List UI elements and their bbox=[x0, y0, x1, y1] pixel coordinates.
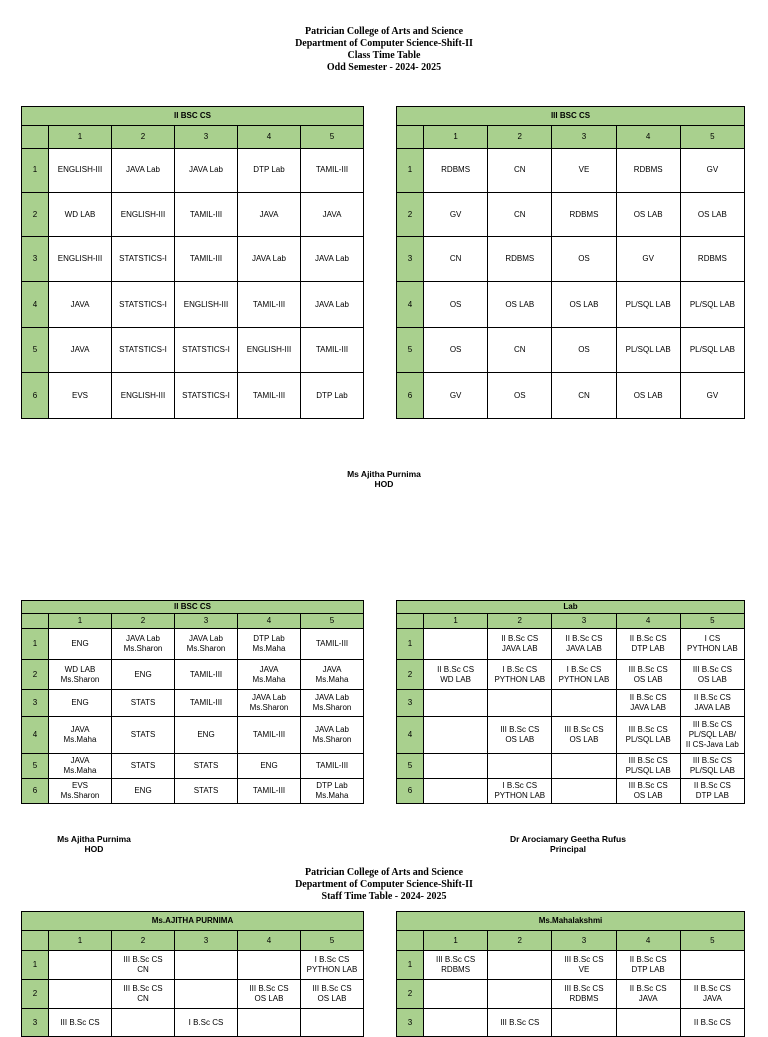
table-cell: ENG bbox=[49, 628, 112, 659]
table-row bbox=[22, 192, 364, 237]
row-label: 5 bbox=[397, 754, 424, 779]
period-header: 1 bbox=[424, 931, 488, 951]
row-label: 3 bbox=[22, 690, 49, 717]
semester-label: Odd Semester - 2024- 2025 bbox=[326, 62, 442, 73]
table-cell: STATS bbox=[112, 754, 175, 779]
table-row bbox=[22, 1009, 364, 1037]
table-title: III BSC CS bbox=[397, 107, 745, 126]
table-row bbox=[22, 373, 364, 419]
table-cell: DTP Lab Ms.Maha bbox=[238, 628, 301, 659]
table-cell: III B.Sc CS VE bbox=[552, 951, 616, 980]
table-cell: II B.Sc CS JAVA bbox=[616, 980, 680, 1009]
table-cell: JAVA Lab bbox=[238, 237, 301, 282]
table-cell bbox=[112, 1009, 175, 1037]
table-cell bbox=[49, 951, 112, 980]
table-cell: II B.Sc CS JAVA LAB bbox=[680, 690, 744, 717]
table-cell: III B.Sc CS PL/SQL LAB/ II CS-Java Lab bbox=[680, 716, 744, 753]
table-cell: ENG bbox=[112, 660, 175, 690]
timetable-iii-bsc-cs bbox=[396, 106, 745, 419]
row-label: 4 bbox=[397, 282, 424, 328]
table-row bbox=[22, 690, 364, 717]
period-header: 5 bbox=[301, 126, 364, 148]
table-cell bbox=[488, 951, 552, 980]
table-cell: III B.Sc CS RDBMS bbox=[552, 980, 616, 1009]
table-cell: II B.Sc CS DTP LAB bbox=[680, 779, 744, 804]
table-cell: PL/SQL LAB bbox=[680, 328, 744, 373]
row-label: 1 bbox=[22, 951, 49, 980]
row-label: 5 bbox=[22, 328, 49, 373]
table-cell: ENGLISH-III bbox=[112, 192, 175, 237]
row-label: 6 bbox=[397, 779, 424, 804]
table-cell: I B.Sc CS PYTHON LAB bbox=[301, 951, 364, 980]
table-cell: II B.Sc CS JAVA bbox=[680, 980, 744, 1009]
table-cell: II B.Sc CS WD LAB bbox=[424, 660, 488, 690]
table-cell bbox=[301, 1009, 364, 1037]
corner-cell bbox=[397, 931, 424, 951]
row-label: 6 bbox=[22, 779, 49, 804]
row-label: 5 bbox=[397, 328, 424, 373]
table-cell: STATSTICS-I bbox=[175, 373, 238, 419]
table-cell: OS LAB bbox=[680, 192, 744, 237]
period-header: 4 bbox=[238, 931, 301, 951]
hod-name: Ms Ajitha Purnima bbox=[57, 834, 131, 844]
staff-timetable-header bbox=[0, 867, 768, 903]
period-header: 2 bbox=[488, 931, 552, 951]
table-cell: TAMIL-III bbox=[175, 192, 238, 237]
period-header: 4 bbox=[616, 126, 680, 148]
table-row bbox=[397, 1009, 745, 1037]
table-row bbox=[22, 716, 364, 753]
row-label: 1 bbox=[22, 628, 49, 659]
table-cell bbox=[552, 779, 616, 804]
hod-signature-2 bbox=[34, 834, 154, 854]
table-cell: III B.Sc CS OS LAB bbox=[616, 779, 680, 804]
row-label: 1 bbox=[397, 951, 424, 980]
table-cell: JAVA Lab bbox=[301, 237, 364, 282]
row-label: 3 bbox=[397, 237, 424, 282]
table-cell: TAMIL-III bbox=[175, 660, 238, 690]
table-cell bbox=[238, 951, 301, 980]
table-cell: I B.Sc CS bbox=[175, 1009, 238, 1037]
table-cell: ENGLISH-III bbox=[49, 237, 112, 282]
row-label: 1 bbox=[22, 148, 49, 192]
table-cell: RDBMS bbox=[616, 148, 680, 192]
table-cell bbox=[175, 951, 238, 980]
table-cell: TAMIL-III bbox=[175, 690, 238, 717]
table-cell: STATSTICS-I bbox=[112, 237, 175, 282]
table-cell: ENGLISH-III bbox=[49, 148, 112, 192]
table-cell: ENGLISH-III bbox=[238, 328, 301, 373]
table-cell bbox=[424, 628, 488, 659]
table-cell: II B.Sc CS DTP LAB bbox=[616, 628, 680, 659]
table-cell bbox=[616, 1009, 680, 1037]
row-label: 3 bbox=[397, 1009, 424, 1037]
table-cell: RDBMS bbox=[680, 237, 744, 282]
table-cell: OS bbox=[552, 328, 616, 373]
table-cell: TAMIL-III bbox=[301, 148, 364, 192]
period-header: 2 bbox=[488, 126, 552, 148]
principal-name: Dr Arociamary Geetha Rufus bbox=[510, 834, 626, 844]
department-name: Department of Computer Science-Shift-II bbox=[295, 38, 473, 49]
table-cell: I B.Sc CS PYTHON LAB bbox=[488, 779, 552, 804]
row-label: 5 bbox=[22, 754, 49, 779]
table-cell bbox=[552, 1009, 616, 1037]
document-title: Class Time Table bbox=[347, 50, 421, 61]
table-cell: JAVA Lab Ms.Sharon bbox=[175, 628, 238, 659]
table-row bbox=[22, 148, 364, 192]
table-cell: RDBMS bbox=[488, 237, 552, 282]
table-row bbox=[22, 328, 364, 373]
hod-title: HOD bbox=[374, 479, 394, 489]
table-cell bbox=[424, 716, 488, 753]
table-cell: ENG bbox=[49, 690, 112, 717]
table-cell: II B.Sc CS bbox=[680, 1009, 744, 1037]
period-header: 5 bbox=[680, 931, 744, 951]
table-cell: WD LAB Ms.Sharon bbox=[49, 660, 112, 690]
table-cell: TAMIL-III bbox=[301, 628, 364, 659]
period-header: 2 bbox=[112, 931, 175, 951]
table-cell: JAVA bbox=[301, 192, 364, 237]
table-cell: STATS bbox=[112, 716, 175, 753]
period-header: 2 bbox=[112, 126, 175, 148]
table-cell: CN bbox=[424, 237, 488, 282]
period-header: 2 bbox=[112, 614, 175, 629]
table-cell: III B.Sc CS OS LAB bbox=[488, 716, 552, 753]
table-cell: JAVA Lab Ms.Sharon bbox=[238, 690, 301, 717]
table-row bbox=[397, 148, 745, 192]
table-cell: EVS Ms.Sharon bbox=[49, 779, 112, 804]
table-cell bbox=[424, 690, 488, 717]
table-cell: GV bbox=[680, 373, 744, 419]
row-label: 3 bbox=[22, 237, 49, 282]
principal-signature bbox=[468, 834, 668, 854]
table-cell: ENG bbox=[175, 716, 238, 753]
table-cell: GV bbox=[424, 192, 488, 237]
corner-cell bbox=[397, 126, 424, 148]
table-row bbox=[397, 192, 745, 237]
row-label: 6 bbox=[22, 373, 49, 419]
table-cell: TAMIL-III bbox=[238, 779, 301, 804]
table-cell bbox=[238, 1009, 301, 1037]
college-name: Patrician College of Arts and Science bbox=[304, 26, 464, 37]
period-header: 5 bbox=[301, 931, 364, 951]
table-cell: STATSTICS-I bbox=[112, 282, 175, 328]
table-cell: GV bbox=[680, 148, 744, 192]
table-cell: I B.Sc CS PYTHON LAB bbox=[552, 660, 616, 690]
table-cell: III B.Sc CS PL/SQL LAB bbox=[616, 716, 680, 753]
row-label: 1 bbox=[397, 628, 424, 659]
table-cell: ENG bbox=[238, 754, 301, 779]
period-header: 1 bbox=[49, 931, 112, 951]
period-header: 5 bbox=[301, 614, 364, 629]
table-cell bbox=[49, 980, 112, 1009]
table-cell: TAMIL-III bbox=[238, 373, 301, 419]
row-label: 2 bbox=[22, 660, 49, 690]
table-cell: OS bbox=[424, 282, 488, 328]
period-header: 1 bbox=[424, 126, 488, 148]
table-cell: TAMIL-III bbox=[301, 754, 364, 779]
table-cell: II B.Sc CS JAVA LAB bbox=[552, 628, 616, 659]
table-cell: RDBMS bbox=[552, 192, 616, 237]
table-cell: JAVA Ms.Maha bbox=[49, 754, 112, 779]
table-cell bbox=[680, 951, 744, 980]
table-cell: I B.Sc CS PYTHON LAB bbox=[488, 660, 552, 690]
row-label: 3 bbox=[22, 1009, 49, 1037]
table-cell bbox=[488, 754, 552, 779]
table-cell bbox=[424, 980, 488, 1009]
table-row bbox=[397, 282, 745, 328]
period-header: 3 bbox=[552, 126, 616, 148]
table-title: II BSC CS bbox=[22, 107, 364, 126]
table-cell: ENGLISH-III bbox=[175, 282, 238, 328]
table-row bbox=[22, 980, 364, 1009]
table-cell: DTP Lab bbox=[301, 373, 364, 419]
table-cell: JAVA Lab Ms.Sharon bbox=[301, 690, 364, 717]
table-cell: JAVA Ms.Maha bbox=[238, 660, 301, 690]
corner-cell bbox=[22, 931, 49, 951]
table-cell: II B.Sc CS JAVA LAB bbox=[616, 690, 680, 717]
row-label: 1 bbox=[397, 148, 424, 192]
table-row bbox=[397, 660, 745, 690]
table-cell: OS bbox=[552, 237, 616, 282]
table-cell: III B.Sc CS PL/SQL LAB bbox=[680, 754, 744, 779]
table-row bbox=[397, 754, 745, 779]
period-header: 3 bbox=[175, 126, 238, 148]
period-header: 5 bbox=[680, 126, 744, 148]
period-header: 4 bbox=[238, 126, 301, 148]
table-cell: VE bbox=[552, 148, 616, 192]
row-label: 2 bbox=[22, 192, 49, 237]
table-cell: STATS bbox=[112, 690, 175, 717]
table-row bbox=[397, 980, 745, 1009]
table-cell: PL/SQL LAB bbox=[616, 282, 680, 328]
hod-signature bbox=[284, 469, 484, 489]
period-header: 3 bbox=[175, 931, 238, 951]
table-cell: JAVA Lab Ms.Sharon bbox=[112, 628, 175, 659]
row-label: 4 bbox=[22, 282, 49, 328]
table-row bbox=[397, 716, 745, 753]
row-label: 6 bbox=[397, 373, 424, 419]
table-row bbox=[397, 328, 745, 373]
table-title: Ms.AJITHA PURNIMA bbox=[22, 912, 364, 931]
table-cell: STATSTICS-I bbox=[175, 328, 238, 373]
staff-timetable-ajitha-purnima bbox=[21, 911, 364, 1037]
table-row bbox=[397, 951, 745, 980]
table-row bbox=[397, 628, 745, 659]
period-header: 3 bbox=[552, 614, 616, 629]
table-cell: EVS bbox=[49, 373, 112, 419]
row-label: 2 bbox=[397, 192, 424, 237]
timetable-lab bbox=[396, 600, 745, 804]
timetable-ii-bsc-cs-faculty bbox=[21, 600, 364, 804]
table-cell: OS LAB bbox=[616, 192, 680, 237]
table-row bbox=[22, 660, 364, 690]
table-cell: TAMIL-III bbox=[175, 237, 238, 282]
table-cell: III B.Sc CS OS LAB bbox=[616, 660, 680, 690]
corner-cell bbox=[397, 614, 424, 629]
table-cell bbox=[175, 980, 238, 1009]
period-header: 3 bbox=[552, 931, 616, 951]
table-cell bbox=[424, 1009, 488, 1037]
table-cell: JAVA bbox=[238, 192, 301, 237]
table-cell: TAMIL-III bbox=[238, 716, 301, 753]
table-cell: III B.Sc CS OS LAB bbox=[238, 980, 301, 1009]
period-header: 4 bbox=[616, 614, 680, 629]
table-cell: GV bbox=[424, 373, 488, 419]
table-cell bbox=[424, 754, 488, 779]
table-row bbox=[22, 779, 364, 804]
table-cell: III B.Sc CS RDBMS bbox=[424, 951, 488, 980]
table-cell: JAVA bbox=[49, 282, 112, 328]
period-header: 2 bbox=[488, 614, 552, 629]
table-cell: GV bbox=[616, 237, 680, 282]
table-cell: ENG bbox=[112, 779, 175, 804]
table-row bbox=[22, 754, 364, 779]
table-cell: III B.Sc CS CN bbox=[112, 951, 175, 980]
row-label: 4 bbox=[397, 716, 424, 753]
corner-cell bbox=[22, 614, 49, 629]
hod-name: Ms Ajitha Purnima bbox=[347, 469, 421, 479]
table-cell: OS bbox=[488, 373, 552, 419]
table-cell: III B.Sc CS OS LAB bbox=[552, 716, 616, 753]
table-row bbox=[397, 690, 745, 717]
hod-title: HOD bbox=[84, 844, 104, 854]
table-cell: CN bbox=[552, 373, 616, 419]
table-cell: STATS bbox=[175, 779, 238, 804]
row-label: 2 bbox=[22, 980, 49, 1009]
table-cell: III B.Sc CS CN bbox=[112, 980, 175, 1009]
period-header: 1 bbox=[49, 614, 112, 629]
table-row bbox=[22, 282, 364, 328]
table-cell: III B.Sc CS OS LAB bbox=[680, 660, 744, 690]
table-cell: STATSTICS-I bbox=[112, 328, 175, 373]
table-row bbox=[397, 779, 745, 804]
table-cell: III B.Sc CS bbox=[49, 1009, 112, 1037]
table-cell bbox=[552, 754, 616, 779]
table-cell: STATS bbox=[175, 754, 238, 779]
table-cell: III B.Sc CS bbox=[488, 1009, 552, 1037]
table-title: Ms.Mahalakshmi bbox=[397, 912, 745, 931]
table-cell: JAVA Ms.Maha bbox=[49, 716, 112, 753]
corner-cell bbox=[22, 126, 49, 148]
table-cell: II B.Sc CS JAVA LAB bbox=[488, 628, 552, 659]
table-row bbox=[22, 628, 364, 659]
staff-timetable-mahalakshmi bbox=[396, 911, 745, 1037]
row-label: 3 bbox=[397, 690, 424, 717]
table-row bbox=[397, 373, 745, 419]
class-timetable-header bbox=[0, 26, 768, 74]
table-cell: JAVA Ms.Maha bbox=[301, 660, 364, 690]
table-cell: I CS PYTHON LAB bbox=[680, 628, 744, 659]
table-cell: CN bbox=[488, 148, 552, 192]
row-label: 2 bbox=[397, 980, 424, 1009]
principal-title: Principal bbox=[550, 844, 586, 854]
table-cell: II B.Sc CS DTP LAB bbox=[616, 951, 680, 980]
table-cell: DTP Lab Ms.Maha bbox=[301, 779, 364, 804]
table-cell bbox=[488, 980, 552, 1009]
table-cell: PL/SQL LAB bbox=[616, 328, 680, 373]
table-title: II BSC CS bbox=[22, 601, 364, 614]
table-row bbox=[397, 237, 745, 282]
period-header: 3 bbox=[175, 614, 238, 629]
period-header: 1 bbox=[49, 126, 112, 148]
department-name: Department of Computer Science-Shift-II bbox=[295, 879, 473, 890]
table-cell: ENGLISH-III bbox=[112, 373, 175, 419]
table-cell: WD LAB bbox=[49, 192, 112, 237]
period-header: 4 bbox=[238, 614, 301, 629]
table-cell bbox=[552, 690, 616, 717]
table-cell: PL/SQL LAB bbox=[680, 282, 744, 328]
period-header: 5 bbox=[680, 614, 744, 629]
table-cell bbox=[424, 779, 488, 804]
table-cell: JAVA Lab Ms.Sharon bbox=[301, 716, 364, 753]
timetable-ii-bsc-cs bbox=[21, 106, 364, 419]
table-cell: OS bbox=[424, 328, 488, 373]
table-cell: DTP Lab bbox=[238, 148, 301, 192]
table-cell: JAVA Lab bbox=[301, 282, 364, 328]
table-cell: RDBMS bbox=[424, 148, 488, 192]
table-cell: CN bbox=[488, 192, 552, 237]
table-cell: JAVA Lab bbox=[112, 148, 175, 192]
document-title: Staff Time Table - 2024- 2025 bbox=[321, 891, 447, 902]
table-row bbox=[22, 237, 364, 282]
table-cell: TAMIL-III bbox=[238, 282, 301, 328]
table-cell: JAVA Lab bbox=[175, 148, 238, 192]
table-cell: OS LAB bbox=[552, 282, 616, 328]
college-name: Patrician College of Arts and Science bbox=[304, 867, 464, 878]
table-cell bbox=[488, 690, 552, 717]
table-row bbox=[22, 951, 364, 980]
period-header: 1 bbox=[424, 614, 488, 629]
table-cell: III B.Sc CS OS LAB bbox=[301, 980, 364, 1009]
table-cell: TAMIL-III bbox=[301, 328, 364, 373]
period-header: 4 bbox=[616, 931, 680, 951]
row-label: 4 bbox=[22, 716, 49, 753]
table-cell: CN bbox=[488, 328, 552, 373]
table-cell: OS LAB bbox=[616, 373, 680, 419]
table-title: Lab bbox=[397, 601, 745, 614]
table-cell: OS LAB bbox=[488, 282, 552, 328]
table-cell: III B.Sc CS PL/SQL LAB bbox=[616, 754, 680, 779]
row-label: 2 bbox=[397, 660, 424, 690]
table-cell: JAVA bbox=[49, 328, 112, 373]
